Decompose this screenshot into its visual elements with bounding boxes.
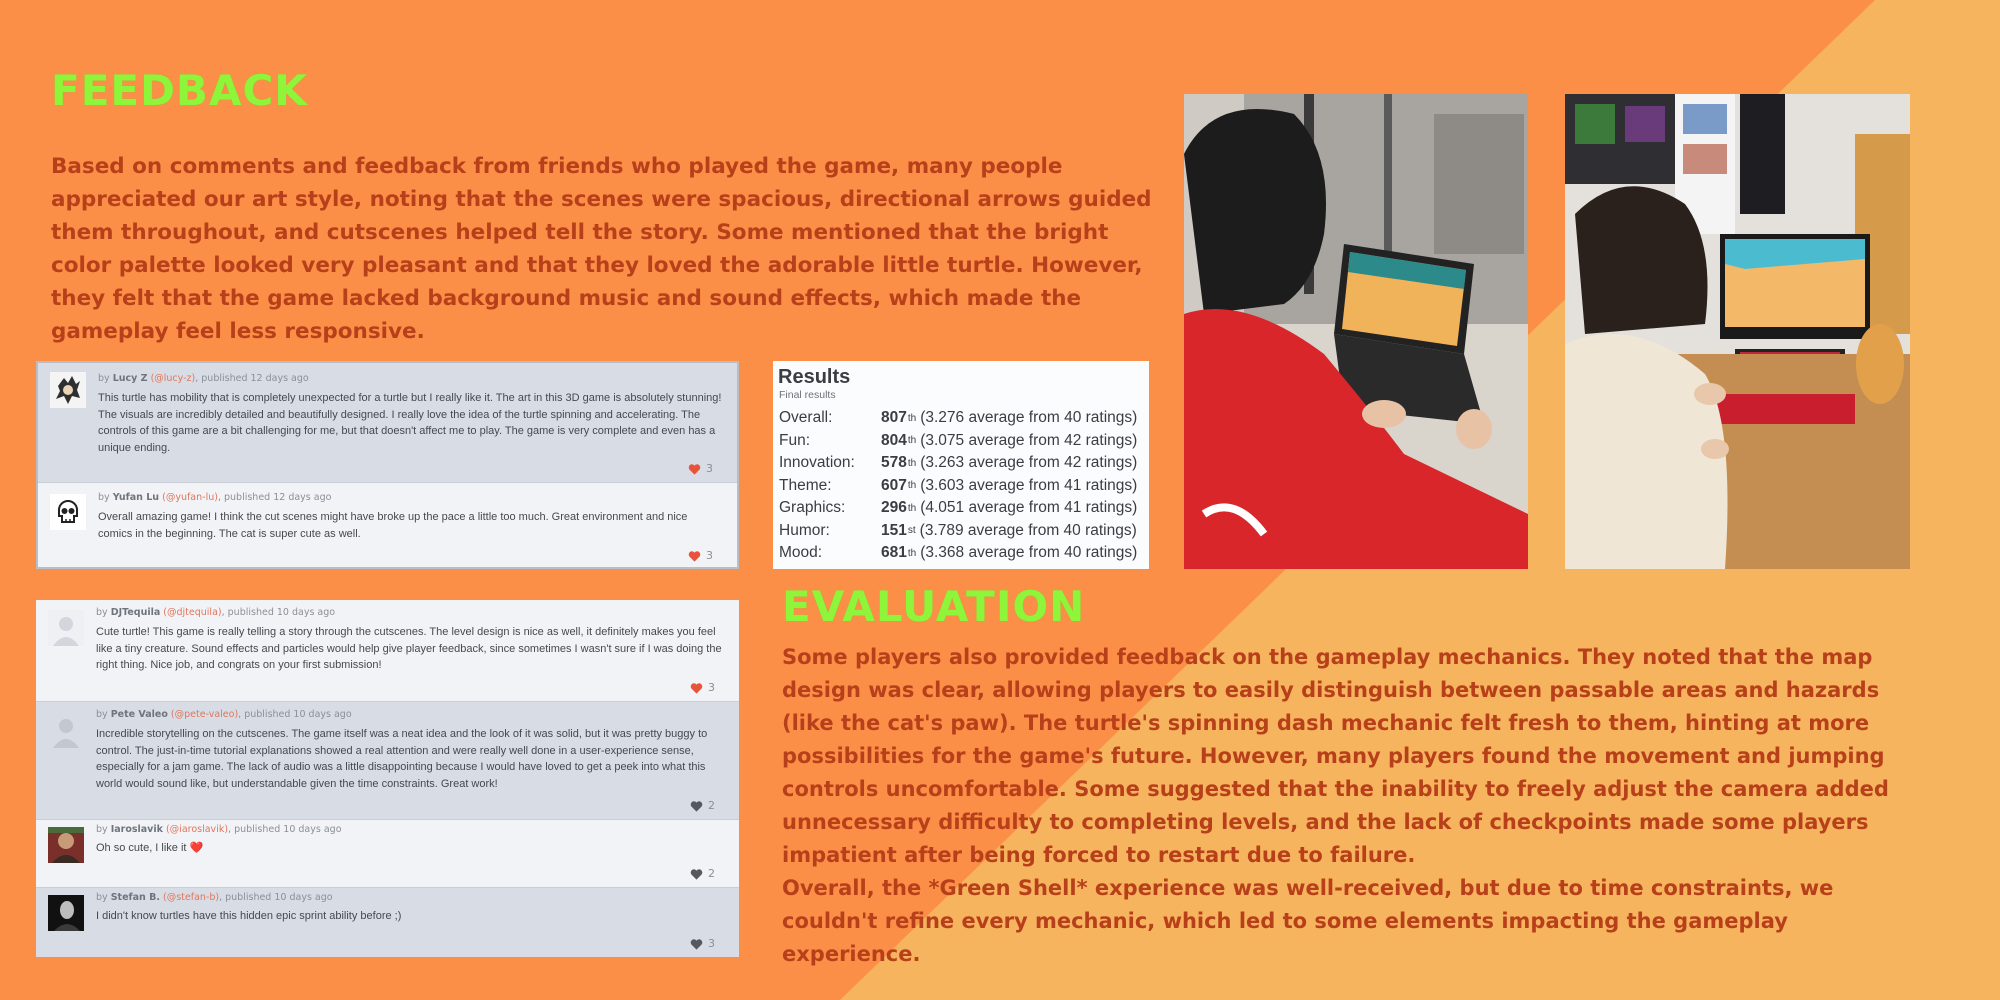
like-button[interactable]	[690, 867, 715, 880]
rank-value: 681	[881, 544, 907, 562]
comment-item	[36, 820, 739, 888]
comment-text: Cute turtle! This game is really telling a story through the cutscenes. The level design is nice as well, it definitely makes you feel like a tiny creature. Sound effects and particles would help give player feedback, since sometimes I wasn't sure if I was doing the right thing. Nice job, and congrats on your first submission!	[96, 626, 722, 671]
comment-handle[interactable]: (@stefan-b)	[163, 892, 220, 903]
rank-value: 607	[881, 476, 907, 494]
rating-detail: (3.603 average from 41 ratings)	[920, 476, 1138, 494]
criteria-label: Overall:	[779, 409, 833, 427]
like-button[interactable]	[690, 681, 715, 694]
rating-detail: (4.051 average from 41 ratings)	[920, 499, 1138, 517]
by-label: by	[98, 373, 110, 384]
character-avatar	[50, 372, 86, 408]
heart-icon	[690, 938, 703, 950]
heart-icon	[688, 463, 701, 475]
comment-item	[36, 888, 739, 957]
rating-detail: (3.276 average from 40 ratings)	[920, 409, 1138, 427]
comment-author[interactable]: Yufan Lu	[112, 492, 160, 503]
rank-suffix: th	[907, 547, 917, 559]
skull-avatar	[50, 494, 86, 530]
comment-author[interactable]: DJTequila	[110, 607, 161, 618]
rank-suffix: th	[907, 412, 917, 424]
rank-suffix: st	[907, 525, 916, 537]
evaluation-heading: EVALUATION	[782, 582, 1086, 631]
criteria-label: Innovation:	[779, 454, 855, 472]
like-count: 2	[708, 867, 715, 880]
rating-detail: (3.075 average from 42 ratings)	[920, 431, 1138, 449]
rank-suffix: th	[907, 480, 917, 492]
results-title: Results	[778, 366, 851, 388]
heart-icon	[688, 550, 701, 562]
like-button[interactable]	[690, 937, 715, 950]
results-row-theme	[777, 475, 1145, 498]
rank-suffix: th	[907, 435, 917, 447]
evaluation-paragraph-2: Overall, the *Green Shell* experience was well-received, but due to time constraints, we couldn't refine every mechanic, which led to some elements impacting the gameplay experience.	[782, 876, 1834, 966]
comment-date: , published 10 days ago	[228, 824, 342, 835]
comments-panel-bottom	[36, 600, 739, 957]
like-count: 2	[708, 799, 715, 812]
criteria-label: Humor:	[779, 521, 830, 539]
playtester-laptop-photo	[1184, 94, 1528, 569]
like-button[interactable]	[688, 549, 713, 562]
results-row-fun	[777, 430, 1145, 453]
comment-date: , published 12 days ago	[195, 373, 309, 384]
comment-text: This turtle has mobility that is completely unexpected for a turtle but I really like it. The art in this 3D game is absolutely stunning! The visuals are incredibly detailed and beautifully designed. I really love the idea of the turtle spinning and accelerating. The controls of this game are a bit challenging for me, but that doesn't affect me to play. The game is very complete and even has a unique ending.	[98, 392, 722, 454]
comment-handle[interactable]: (@pete-valeo)	[170, 709, 239, 720]
default-avatar	[48, 712, 84, 748]
default-avatar	[48, 610, 84, 646]
heart-icon	[690, 868, 703, 880]
results-panel	[773, 361, 1149, 569]
comment-item	[38, 483, 737, 569]
comment-author[interactable]: Pete Valeo	[110, 709, 168, 720]
comment-meta	[96, 607, 335, 618]
playtester-desktop-photo	[1565, 94, 1910, 569]
comment-meta	[96, 824, 342, 835]
rating-detail: (3.263 average from 42 ratings)	[920, 454, 1138, 472]
criteria-label: Mood:	[779, 544, 823, 562]
rank-value: 807	[881, 409, 907, 427]
comment-item	[36, 702, 739, 820]
rating-detail: (3.789 average from 40 ratings)	[919, 521, 1137, 539]
rank-suffix: th	[907, 457, 917, 469]
criteria-label: Fun:	[779, 431, 811, 449]
comment-handle[interactable]: (@djtequila)	[163, 607, 222, 618]
like-count: 3	[708, 681, 715, 694]
rank-value: 296	[881, 499, 907, 517]
comments-panel-top	[36, 361, 739, 569]
comment-date: , published 10 days ago	[219, 892, 333, 903]
feedback-heading: FEEDBACK	[51, 66, 308, 115]
results-subtitle: Final results	[779, 389, 836, 401]
like-button[interactable]	[690, 799, 715, 812]
heart-icon	[690, 682, 703, 694]
heart-icon	[690, 800, 703, 812]
comment-author[interactable]: Lucy Z	[112, 373, 148, 384]
results-row-humor	[777, 520, 1145, 543]
comment-date: , published 12 days ago	[217, 492, 332, 503]
results-row-overall	[777, 407, 1145, 430]
comment-meta	[98, 373, 309, 384]
comment-date: , published 10 days ago	[238, 709, 352, 720]
by-label: by	[96, 709, 108, 720]
comment-author[interactable]: Stefan B.	[110, 892, 160, 903]
comment-handle[interactable]: (@iaroslavik)	[165, 824, 229, 835]
comment-author[interactable]: Iaroslavik	[110, 824, 163, 835]
rank-value: 151	[881, 521, 907, 539]
comment-text: I didn't know turtles have this hidden epic sprint ability before ;)	[96, 910, 402, 922]
by-label: by	[96, 607, 108, 618]
photo-avatar	[48, 827, 84, 863]
by-label: by	[96, 824, 108, 835]
comment-date: , published 10 days ago	[221, 607, 336, 618]
results-row-graphics	[777, 497, 1145, 520]
like-button[interactable]	[688, 462, 713, 475]
like-count: 3	[706, 549, 713, 562]
comment-item	[38, 363, 737, 483]
comment-handle[interactable]: (@yufan-lu)	[162, 492, 218, 503]
comment-text: Overall amazing game! I think the cut scenes might have broke up the pace a little too much. Great environment and nice comics in the beginning. The cat is super cute as well.	[98, 511, 688, 540]
comment-item	[36, 600, 739, 702]
feedback-paragraph: Based on comments and feedback from friends who played the game, many people appreciated our art style, noting that the scenes were spacious, directional arrows guided them throughout, and cutscenes helped tell the story. Some mentioned that the bright color palette looked very pleasant and that they loved the adorable little turtle. However, they felt that the game lacked background music and sound effects, which made the gameplay feel less responsive.	[51, 154, 1152, 344]
by-label: by	[96, 892, 108, 903]
rank-suffix: th	[907, 502, 917, 514]
criteria-label: Theme:	[779, 476, 832, 494]
dark-avatar	[48, 895, 84, 931]
rank-value: 578	[881, 454, 907, 472]
comment-text: Oh so cute, I like it ❤️	[96, 842, 204, 854]
comment-meta	[98, 492, 331, 503]
criteria-label: Graphics:	[779, 499, 846, 517]
comment-meta	[96, 892, 333, 903]
by-label: by	[98, 492, 110, 503]
results-row-innovation	[777, 452, 1145, 475]
evaluation-paragraph-1: Some players also provided feedback on the gameplay mechanics. They noted that the map design was clear, allowing players to easily distinguish between passable areas and hazards (like the cat's paw). The turtle's spinning dash mechanic felt fresh to them, hinting at more possibilities for the game's future. However, many players found the movement and jumping controls uncomfortable. Some suggested that the inability to freely adjust the camera added unnecessary difficulty to completing levels, and the lack of checkpoints made some players impatient after being forced to restart due to failure.	[782, 645, 1889, 867]
comment-text: Incredible storytelling on the cutscenes. The game itself was a neat idea and the look of it was solid, but it was pretty buggy to control. The just-in-time tutorial explanations showed a real attention and were really well done in a user-experience sense, especially for a jam game. The lack of audio was a little disappointing because I would have loved to get a peek into what this world would sound like, but understandable given the time constraints. Great work!	[96, 728, 708, 790]
rank-value: 804	[881, 431, 907, 449]
results-row-mood	[777, 542, 1145, 565]
comment-handle[interactable]: (@lucy-z)	[150, 373, 196, 384]
like-count: 3	[708, 937, 715, 950]
like-count: 3	[706, 462, 713, 475]
rating-detail: (3.368 average from 40 ratings)	[920, 544, 1138, 562]
comment-meta	[96, 709, 352, 720]
